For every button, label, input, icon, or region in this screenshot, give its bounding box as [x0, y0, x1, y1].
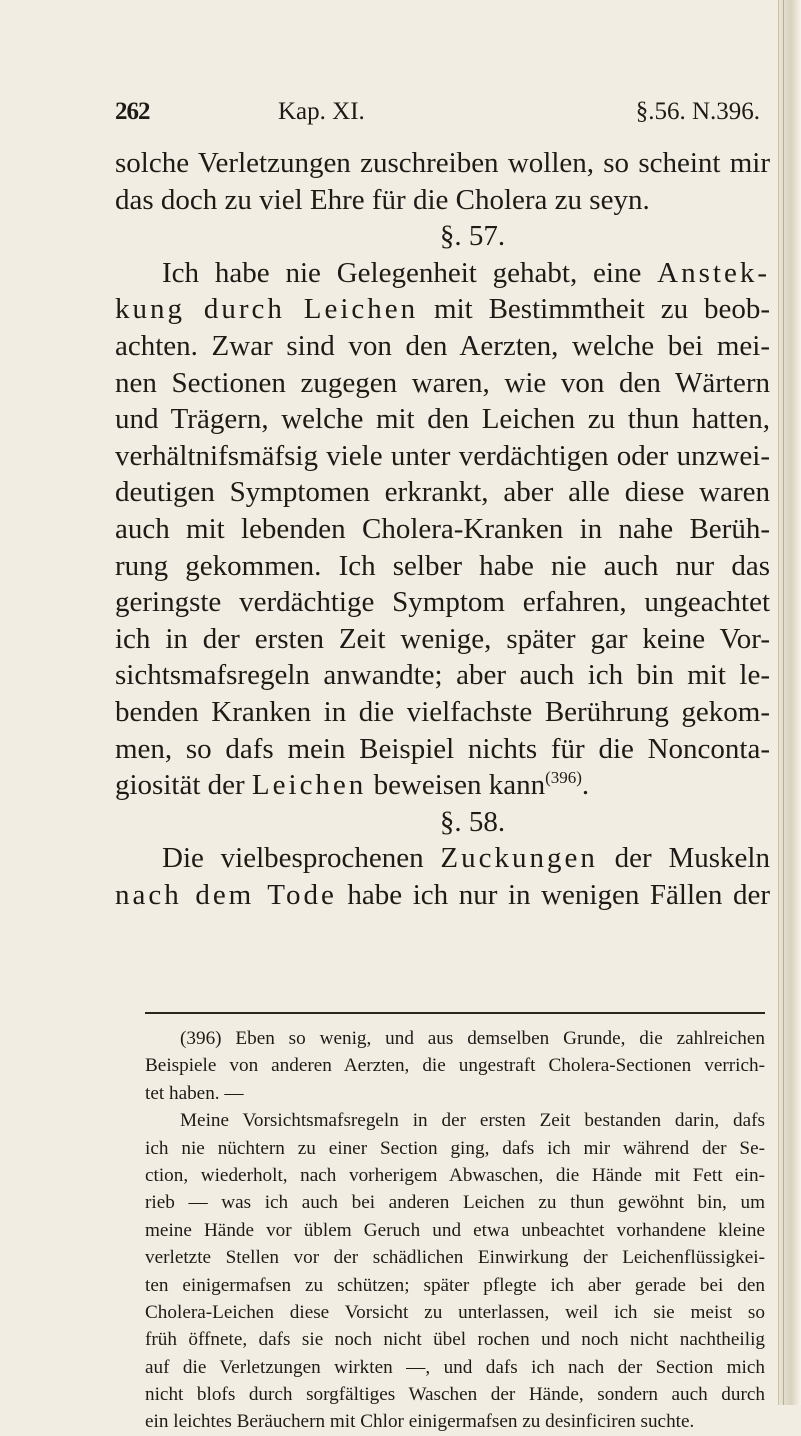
text-line	[115, 840, 770, 877]
footnote-line: tet haben. —	[145, 1082, 244, 1104]
text-run: habe ich nur in wenigen Fällen der	[336, 878, 770, 911]
footnote-line: auf die Verletzungen wirkten —, und dafs ich nach der Section mich	[145, 1356, 765, 1378]
page-edge	[778, 0, 801, 1405]
footnote-line: ten einigermafsen zu schützen; später pflegte ich aber gerade bei den	[145, 1274, 765, 1296]
footnote-line: nicht blofs durch sorgfältiges Waschen der Hände, sondern auch durch	[145, 1384, 765, 1406]
spaced-emphasis: Leichen	[251, 769, 367, 802]
text-line: geringste verdächtige Symptom erfahren, ungeachtet	[115, 586, 770, 619]
footnote-396	[145, 1025, 765, 1436]
text-run: Die vielbesprochenen	[162, 842, 441, 875]
footnote-line: ction, wiederholt, nach vorherigem Abwaschen, die Hände mit Fett ein-	[145, 1164, 765, 1186]
text-line: auch mit lebenden Cholera-Kranken in nahe Berüh-	[115, 512, 770, 545]
page-number: 262	[115, 98, 150, 125]
footnote-line: Beispiele von anderen Aerzten, die ungestraft Cholera-Sectionen verrich-	[145, 1055, 765, 1077]
text-line: verhältnifsmäfsig viele unter verdächtigen oder unzwei-	[115, 439, 770, 472]
text-line: deutigen Symptomen erkrankt, aber alle diese waren	[115, 476, 770, 509]
footnote-line: ich nie nüchtern zu einer Section ging, dafs ich mir während der Se-	[145, 1137, 765, 1159]
text-line: ich in der ersten Zeit wenige, später gar keine Vor-	[115, 622, 770, 655]
text-line	[115, 767, 770, 804]
text-line: sichtsmafsregeln anwandte; aber auch ich bin mit le-	[115, 659, 770, 692]
text-run: der Muskeln	[597, 842, 770, 875]
text-line: solche Verletzungen zuschreiben wollen, so scheint mir	[115, 147, 770, 179]
text-run: giosität der	[115, 769, 252, 802]
footnote-marker: (396)	[545, 768, 582, 788]
spaced-emphasis: kung durch Leichen	[115, 293, 419, 326]
text-line: und Trägern, welche mit den Leichen zu thun hatten,	[115, 403, 770, 436]
section-heading-57: §. 57.	[439, 220, 506, 253]
footnote-line: meine Hände vor üblem Geruch und etwa unbeachtet vorhandene kleine	[145, 1219, 765, 1241]
footnote-line: ein leichtes Beräuchern mit Chlor einigermafsen zu desinficiren suchte.	[145, 1411, 695, 1433]
text-run: beweisen kann	[366, 769, 546, 802]
section-heading-58: §. 58.	[439, 805, 506, 838]
section-reference: §.56. N.396.	[635, 98, 760, 125]
main-text	[115, 145, 770, 913]
text-line	[115, 291, 770, 328]
footnote-line: früh öffnete, dafs sie noch nicht übel rochen und noch nicht nachtheilig	[145, 1329, 765, 1351]
text-line	[115, 877, 770, 914]
footnote-line: Meine Vorsichtsmafsregeln in der ersten Zeit bestanden darin, dafs	[180, 1110, 765, 1132]
text-line: benden Kranken in die vielfachste Berührung gekom-	[115, 695, 770, 728]
spaced-emphasis: Zuckungen	[440, 842, 598, 875]
text-run: Ich habe nie Gelegenheit gehabt, eine	[162, 256, 658, 289]
text-run: mit Bestimmtheit zu beob-	[418, 293, 771, 326]
text-line: das doch zu viel Ehre für die Cholera zu seyn.	[115, 183, 650, 216]
text-run: .	[581, 769, 590, 802]
text-line: men, so dafs mein Beispiel nichts für die Nonconta-	[115, 732, 770, 765]
footnote-rule	[145, 1012, 765, 1014]
text-line	[115, 255, 770, 292]
running-header	[115, 98, 770, 132]
spaced-emphasis: nach dem Tode	[115, 878, 337, 911]
footnote-line: Cholera-Leichen diese Vorsicht zu unterlassen, weil ich sie meist so	[145, 1301, 765, 1323]
text-line: rung gekommen. Ich selber habe nie auch nur das	[115, 549, 770, 582]
text-line: nen Sectionen zugegen waren, wie von den Wärtern	[115, 366, 770, 399]
text-line: achten. Zwar sind von den Aerzten, welche bei mei-	[115, 329, 770, 362]
footnote-line: (396) Eben so wenig, und aus demselben Grunde, die zahlreichen	[180, 1028, 765, 1049]
footnote-line: rieb — was ich auch bei anderen Leichen zu thun gewöhnt bin, um	[145, 1192, 765, 1214]
spaced-emphasis: Anstek-	[657, 256, 770, 289]
footnote-line: verletzte Stellen vor der schädlichen Einwirkung der Leichenflüssigkei-	[145, 1247, 765, 1269]
chapter-heading: Kap. XI.	[278, 98, 365, 125]
